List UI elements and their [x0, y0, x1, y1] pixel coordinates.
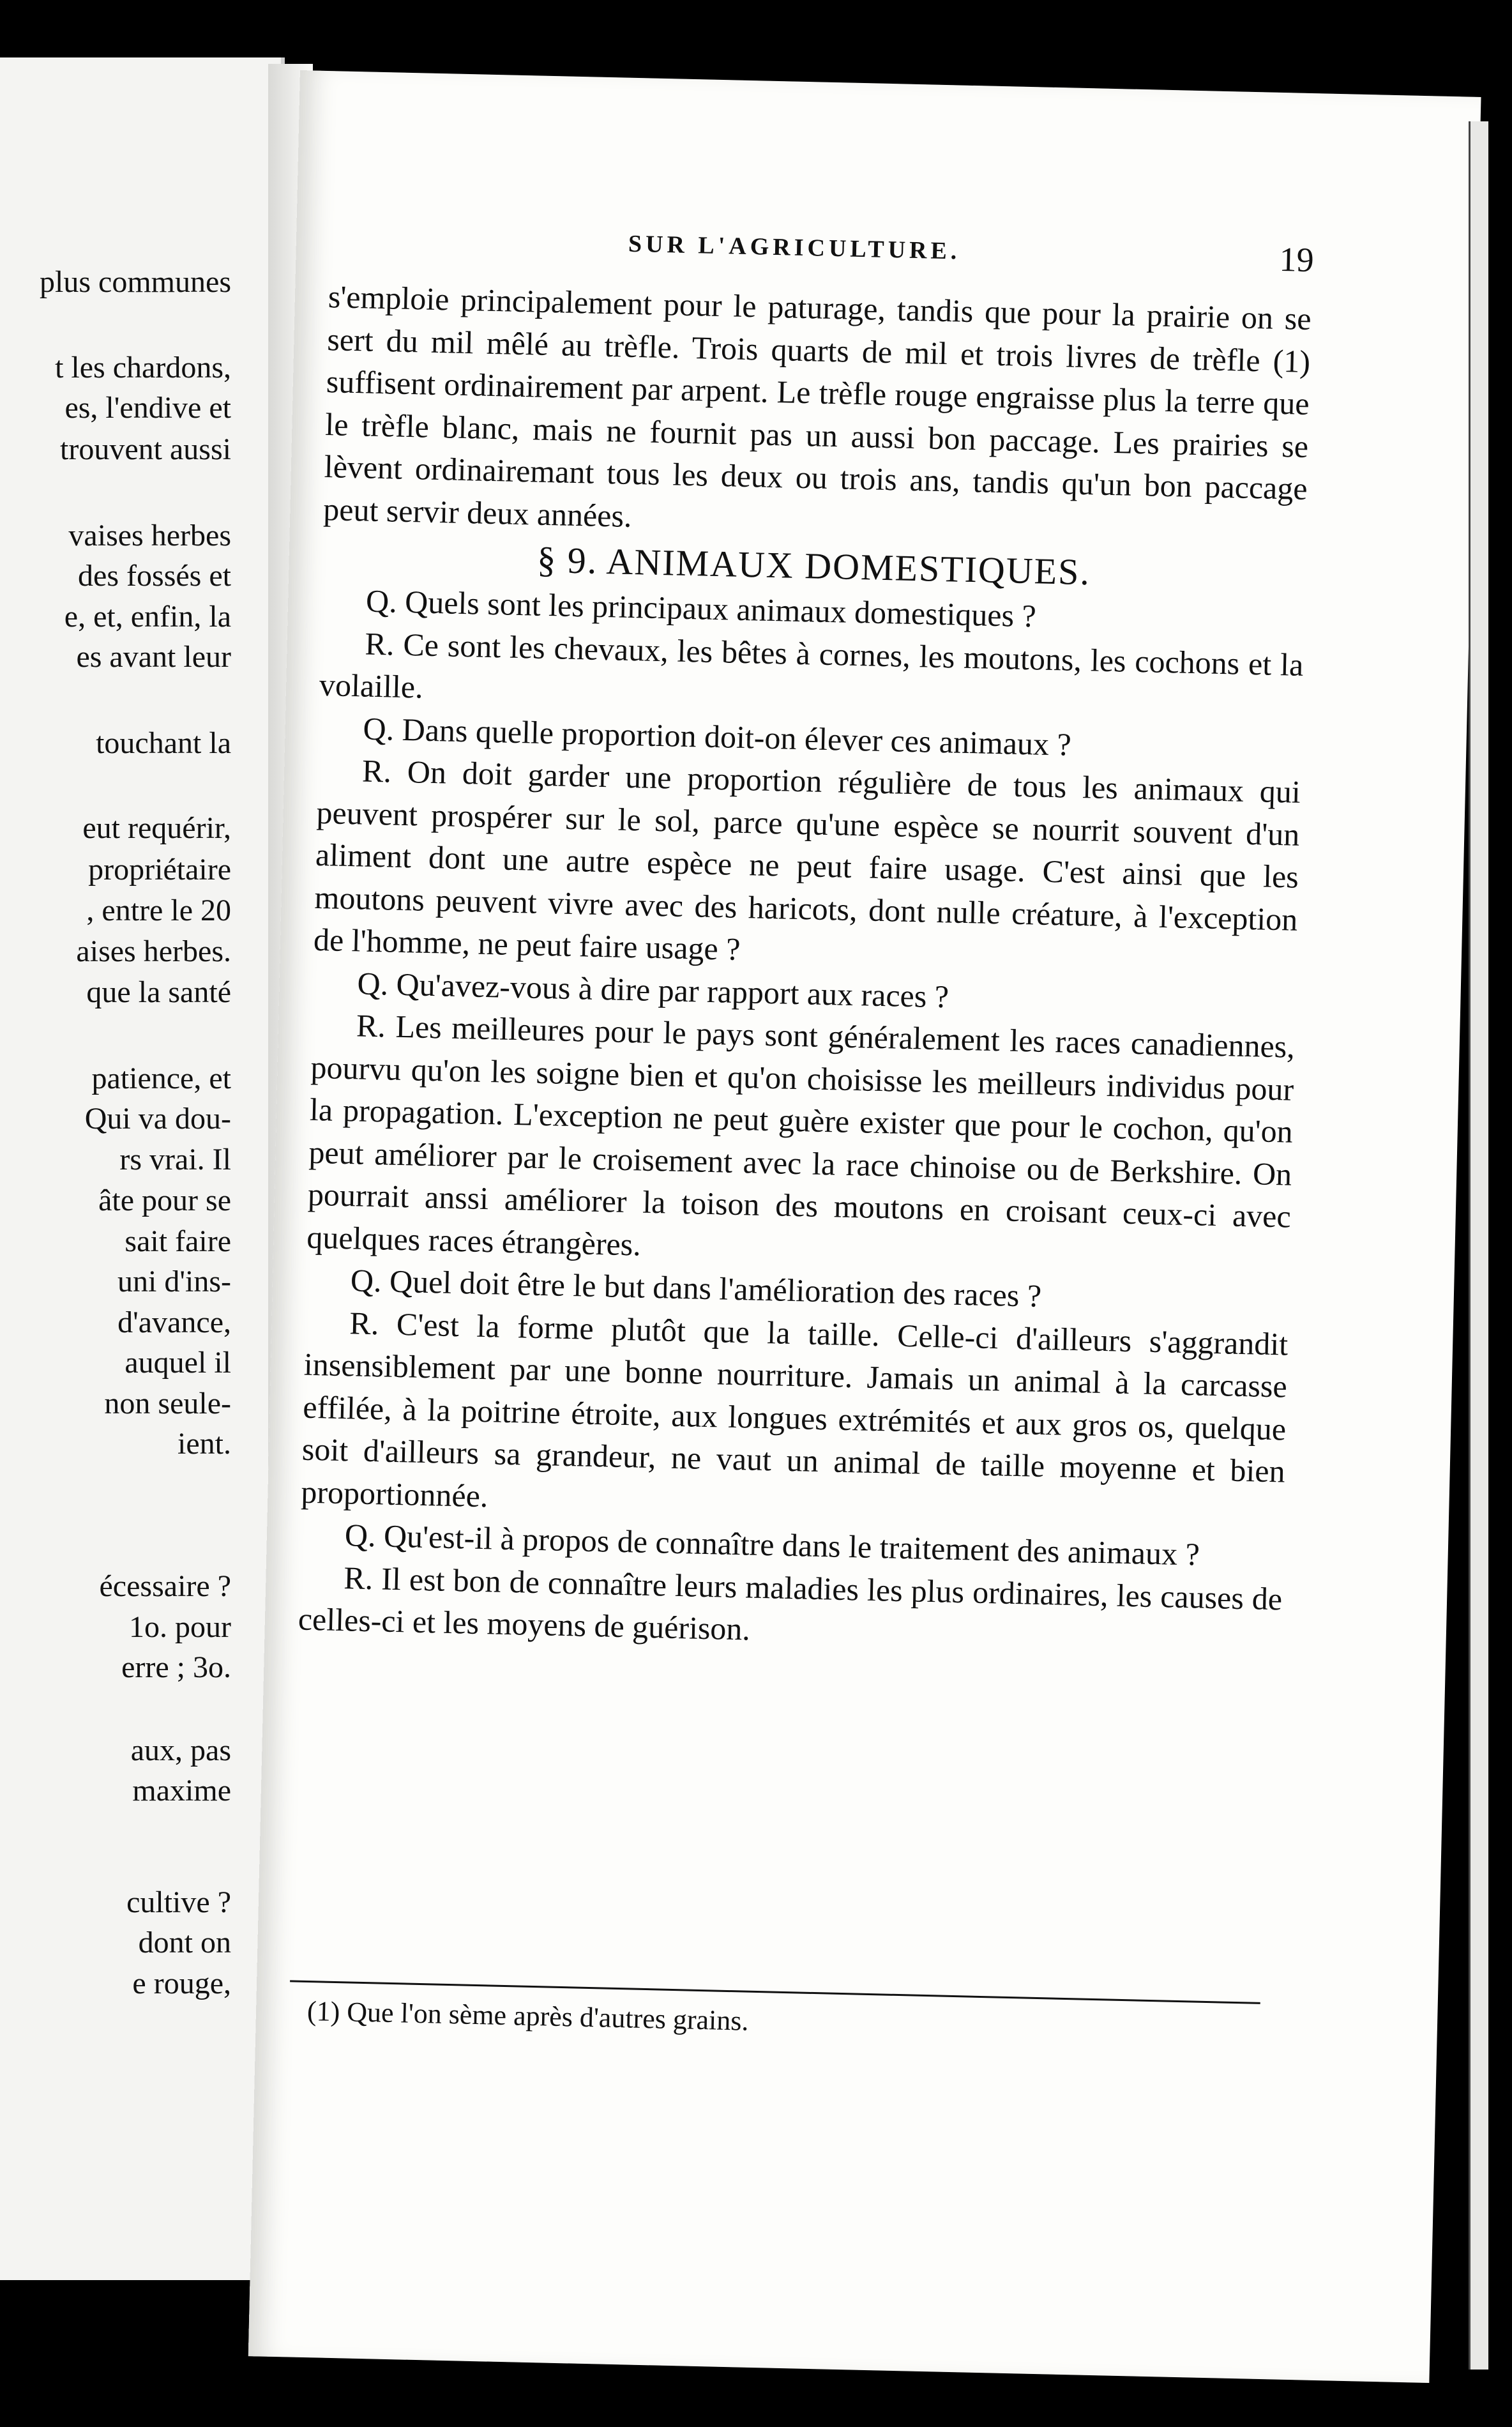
question: Q. Quel doit être le but dans l'amélioration des races ? — [350, 1262, 1042, 1314]
running-header — [297, 222, 1478, 280]
question: Q. Quels sont les principaux animaux domestiques ? — [365, 582, 1037, 634]
left-line: plus communes — [40, 265, 231, 299]
answer: R. C'est la forme plutôt que la taille. Celle-ci d'ailleurs s'aggrandit insensiblement par une bonne nourriture. Jamais un animal à la carcasse effilée, à la poitrine étroite, aux longues extrémités et aux gros os, quelque soit d'ailleurs sa grandeur, ne vaut un animal de taille moyenne et bien proportionnée. — [300, 1304, 1289, 1514]
left-line: maxime — [132, 1774, 231, 1807]
running-title: SUR L'AGRICULTURE. — [628, 230, 961, 265]
left-line: , entre le 20 — [86, 894, 231, 927]
answer: R. Les meilleures pour le pays sont généralement les races canadiennes, pourvu qu'on les soigne bien et qu'on choisisse les meilleurs individus pour la propagation. L'exception ne peut guère exister que pour le cochon, qu'on peut améliorer par le croisement avec la race chinoise ou de Berkshire. On pourrait anssi améliorer la toison des moutons en croisant ceux-ci avec quelques races étrangères. — [306, 1007, 1296, 1263]
page-number: 19 — [1279, 240, 1315, 280]
left-line: es avant leur — [76, 640, 231, 674]
page-body — [298, 275, 1312, 1662]
left-line: e rouge, — [132, 1967, 231, 2000]
left-line: uni d'ins- — [117, 1265, 231, 1298]
left-line: rs vrai. Il — [119, 1143, 231, 1176]
previous-page — [0, 57, 285, 2280]
left-line: Qui va dou- — [84, 1102, 231, 1136]
answer: R. Ce sont les chevaux, les bêtes à cornes, les moutons, les cochons et la volaille. — [319, 625, 1304, 705]
left-line: dont on — [138, 1926, 231, 1959]
left-line: erre ; 3o. — [121, 1650, 231, 1684]
left-line: auquel il — [125, 1346, 231, 1380]
left-line: t les chardons, — [55, 351, 231, 384]
left-line: touchant la — [96, 726, 231, 760]
left-line: cultive ? — [126, 1885, 231, 1919]
left-line: es, l'endive et — [64, 391, 231, 425]
left-line: âte pour se — [98, 1183, 231, 1217]
answer: R. On doit garder une proportion régulière de tous les animaux qui peuvent prospérer sur le sol, parce qu'une espèce se nourrit souvent d'un aliment dont une autre espèce ne peut faire usage. C'est ainsi que les moutons peuvent vivre avec des haricots, dont nulle créature, à l'exception de l'homme, ne peut faire usage ? — [313, 752, 1301, 967]
left-line: e, et, enfin, la — [64, 600, 231, 634]
previous-page-text — [0, 57, 281, 2280]
paragraph: s'emploie principalement pour le paturage, tandis que pour la prairie on se sert du mil mêlé au trèfle. Trois quarts de mil et trois livres de trèfle (1) suffisent ordinairement par arpent. Le trèfle rouge engraisse plus la terre que le trèfle blanc, mais ne fournit pas un aussi bon paccage. Les prairies se lèvent ordinairemant tous les deux ou trois ans, tandis qu'un bon paccage peut servir deux années. — [322, 278, 1312, 534]
left-line: aises herbes. — [76, 934, 231, 968]
left-line: propriétaire — [88, 853, 231, 886]
left-line: trouvent aussi — [60, 432, 231, 466]
page-edge — [1469, 121, 1488, 2370]
left-line: écessaire ? — [99, 1569, 231, 1603]
left-line: eut requérir, — [82, 811, 231, 845]
footnote: (1) Que l'on sème après d'autres grains. — [306, 1995, 749, 2037]
left-line: des fossés et — [78, 559, 231, 593]
left-line: que la santé — [86, 975, 231, 1009]
left-line: vaises herbes — [68, 519, 231, 552]
left-line: patience, et — [91, 1061, 231, 1095]
left-line: 1o. pour — [129, 1610, 231, 1644]
left-line: ient. — [178, 1427, 231, 1461]
question: Q. Dans quelle proportion doit-on élever ces animaux ? — [363, 710, 1072, 763]
section-title: § 9. ANIMAUX DOMESTIQUES. — [536, 538, 1091, 593]
left-line: aux, pas — [130, 1733, 231, 1767]
question: Q. Qu'avez-vous à dire par rapport aux races ? — [356, 964, 949, 1014]
answer: R. Il est bon de connaître leurs maladies les plus ordinaires, les causes de celles-ci et les moyens de guérison. — [298, 1559, 1283, 1647]
left-line: non seule- — [104, 1387, 231, 1420]
left-line: sait faire — [125, 1224, 231, 1258]
book-page — [248, 70, 1481, 2383]
question: Q. Qu'est-il à propos de connaître dans le traitement des animaux ? — [344, 1517, 1200, 1572]
left-line: d'avance, — [117, 1305, 231, 1339]
